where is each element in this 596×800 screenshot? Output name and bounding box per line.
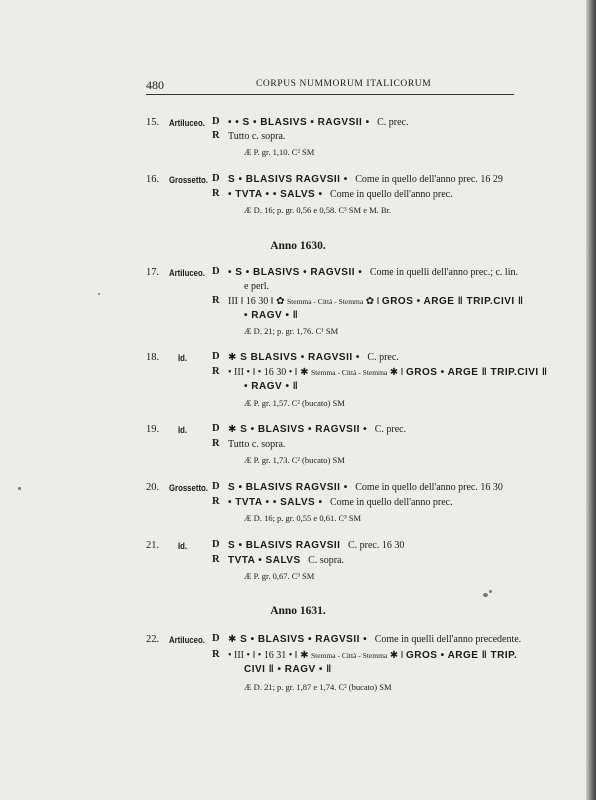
- obverse-note: C. prec.: [377, 117, 409, 128]
- reverse-legend: • TVTA • • SALVS •: [228, 189, 323, 200]
- obverse-note: Come in quelli dell'anno precedente.: [374, 634, 522, 645]
- reverse-legend-cont: CIVI ‖ • RAGV • ‖: [244, 664, 332, 675]
- reverse-legend-cont: • RAGV • ‖: [244, 381, 299, 392]
- denomination: Id.: [178, 541, 188, 552]
- reverse-suffix: ✿ ‖: [365, 296, 380, 307]
- obverse-legend: ✱ S • BLASIVS • RAGVSII •: [228, 634, 368, 645]
- entry-number: 18.: [146, 352, 160, 363]
- metrology: Æ D. 21; p. gr. 1,87 e 1,74. C² (bucato) SM: [244, 682, 392, 692]
- reverse-prefix: • III • ‖ • 16 30 • ‖ ✱: [228, 367, 309, 378]
- obverse-note: C. prec. 16 30: [347, 540, 405, 551]
- metrology: Æ D. 16; p. gr. 0,55 e 0,61. C³ SM: [244, 513, 362, 523]
- obverse-legend: ✱ S • BLASIVS • RAGVSII •: [228, 424, 368, 435]
- denomination: Id.: [178, 425, 188, 436]
- metrology: Æ D. 16; p. gr. 0,56 e 0,58. C³ SM e M. Br.: [244, 205, 392, 215]
- reverse-legend: GROS • ARGE ‖ TRIP.CIVI ‖: [405, 367, 548, 378]
- metrology: Æ P. gr. 1,73. C² (bucato) SM: [244, 455, 345, 465]
- obverse-note: C. prec.: [367, 352, 399, 363]
- obverse-legend: S • BLASIVS RAGVSII •: [228, 482, 348, 493]
- reverse-prefix: III ‖ 16 30 ‖ ✿: [228, 296, 285, 307]
- reverse-field: Stemma - Città - Stemma: [311, 368, 388, 377]
- reverse-sigil: R: [212, 438, 220, 449]
- entry-number: 15.: [146, 117, 160, 128]
- metrology: Æ P. gr. 1,57. C² (bucato) SM: [244, 398, 345, 408]
- obverse-note: C. prec.: [374, 424, 407, 435]
- year-heading-1630: Anno 1630.: [270, 240, 326, 252]
- obverse-legend: • • S • BLASIVS • RAGVSII •: [228, 117, 370, 128]
- reverse-note: C. sopra.: [308, 555, 344, 566]
- reverse-sigil: R: [212, 188, 220, 199]
- reverse-sigil: R: [212, 130, 220, 141]
- reverse-sigil: R: [212, 366, 220, 377]
- entry-number: 20.: [146, 482, 160, 493]
- obverse-legend: • S • BLASIVS • RAGVSII •: [228, 267, 363, 278]
- reverse-legend-cont: • RAGV • ‖: [244, 310, 299, 321]
- ink-spot: [18, 487, 21, 490]
- reverse-sigil: R: [212, 649, 220, 660]
- obverse-sigil: D: [212, 116, 220, 127]
- entry-number: 21.: [146, 540, 160, 551]
- obverse-sigil: D: [212, 266, 220, 277]
- obverse-legend: S • BLASIVS RAGVSII: [228, 540, 341, 551]
- obverse-sigil: D: [212, 539, 220, 550]
- reverse-text: Tutto c. sopra.: [228, 131, 286, 142]
- reverse-note: Come in quello dell'anno prec.: [330, 497, 453, 508]
- denomination: Artiluceo.: [169, 268, 205, 279]
- reverse-sigil: R: [212, 295, 220, 306]
- reverse-legend: • TVTA • • SALVS •: [228, 497, 323, 508]
- page-header: [146, 76, 514, 95]
- denomination: Id.: [178, 353, 188, 364]
- obverse-note: Come in quello dell'anno prec. 16 29: [355, 174, 503, 185]
- entry-number: 17.: [146, 267, 160, 278]
- denomination: Artiluceo.: [169, 118, 205, 129]
- denomination: Artiluceo.: [169, 635, 205, 646]
- obverse-legend: ✱ S BLASIVS • RAGVSII •: [228, 352, 360, 363]
- ink-spot: [98, 293, 100, 295]
- book-spine-shadow: [586, 0, 596, 800]
- ink-spot: [483, 593, 488, 597]
- reverse-suffix: ✱ ‖: [389, 367, 404, 378]
- obverse-sigil: D: [212, 481, 220, 492]
- obverse-sigil: D: [212, 423, 220, 434]
- page-number: 480: [146, 78, 164, 92]
- reverse-prefix: • III • ‖ • 16 31 • ‖ ✱: [228, 650, 309, 661]
- denomination: Grossetto.: [169, 483, 208, 494]
- entry-number: 19.: [146, 424, 160, 435]
- metrology: Æ P. gr. 1,10. C² SM: [244, 147, 315, 157]
- reverse-text: Tutto c. sopra.: [228, 439, 286, 450]
- metrology: Æ D. 21; p. gr. 1,76. C¹ SM: [244, 326, 339, 336]
- entry-number: 22.: [146, 634, 160, 645]
- reverse-legend: TVTA • SALVS: [228, 555, 301, 566]
- reverse-note: Come in quello dell'anno prec.: [330, 189, 453, 200]
- metrology: Æ P. gr. 0,67. C³ SM: [244, 571, 315, 581]
- reverse-sigil: R: [212, 496, 220, 507]
- year-heading-1631: Anno 1631.: [270, 605, 326, 617]
- obverse-note: Come in quello dell'anno prec. 16 30: [355, 482, 503, 493]
- reverse-legend: GROS • ARGE ‖ TRIP.: [405, 650, 518, 661]
- obverse-legend: S • BLASIVS RAGVSII •: [228, 174, 348, 185]
- denomination: Grossetto.: [169, 175, 208, 186]
- obverse-sigil: D: [212, 173, 220, 184]
- obverse-note: Come in quelli dell'anno prec.; c. lin.: [369, 267, 518, 278]
- reverse-suffix: ✱ ‖: [389, 650, 404, 661]
- reverse-field: Stemma - Città - Stemma: [286, 297, 364, 306]
- obverse-sigil: D: [212, 351, 220, 362]
- obverse-sigil: D: [212, 633, 220, 644]
- obverse-note-cont: e perl.: [244, 281, 269, 292]
- entry-number: 16.: [146, 174, 160, 185]
- ink-spot: [489, 590, 492, 593]
- running-title: CORPUS NUMMORUM ITALICORUM: [256, 79, 432, 89]
- reverse-legend: GROS • ARGE ‖ TRIP.CIVI ‖: [381, 296, 524, 307]
- reverse-sigil: R: [212, 554, 220, 565]
- reverse-field: Stemma - Città - Stemma: [311, 651, 388, 660]
